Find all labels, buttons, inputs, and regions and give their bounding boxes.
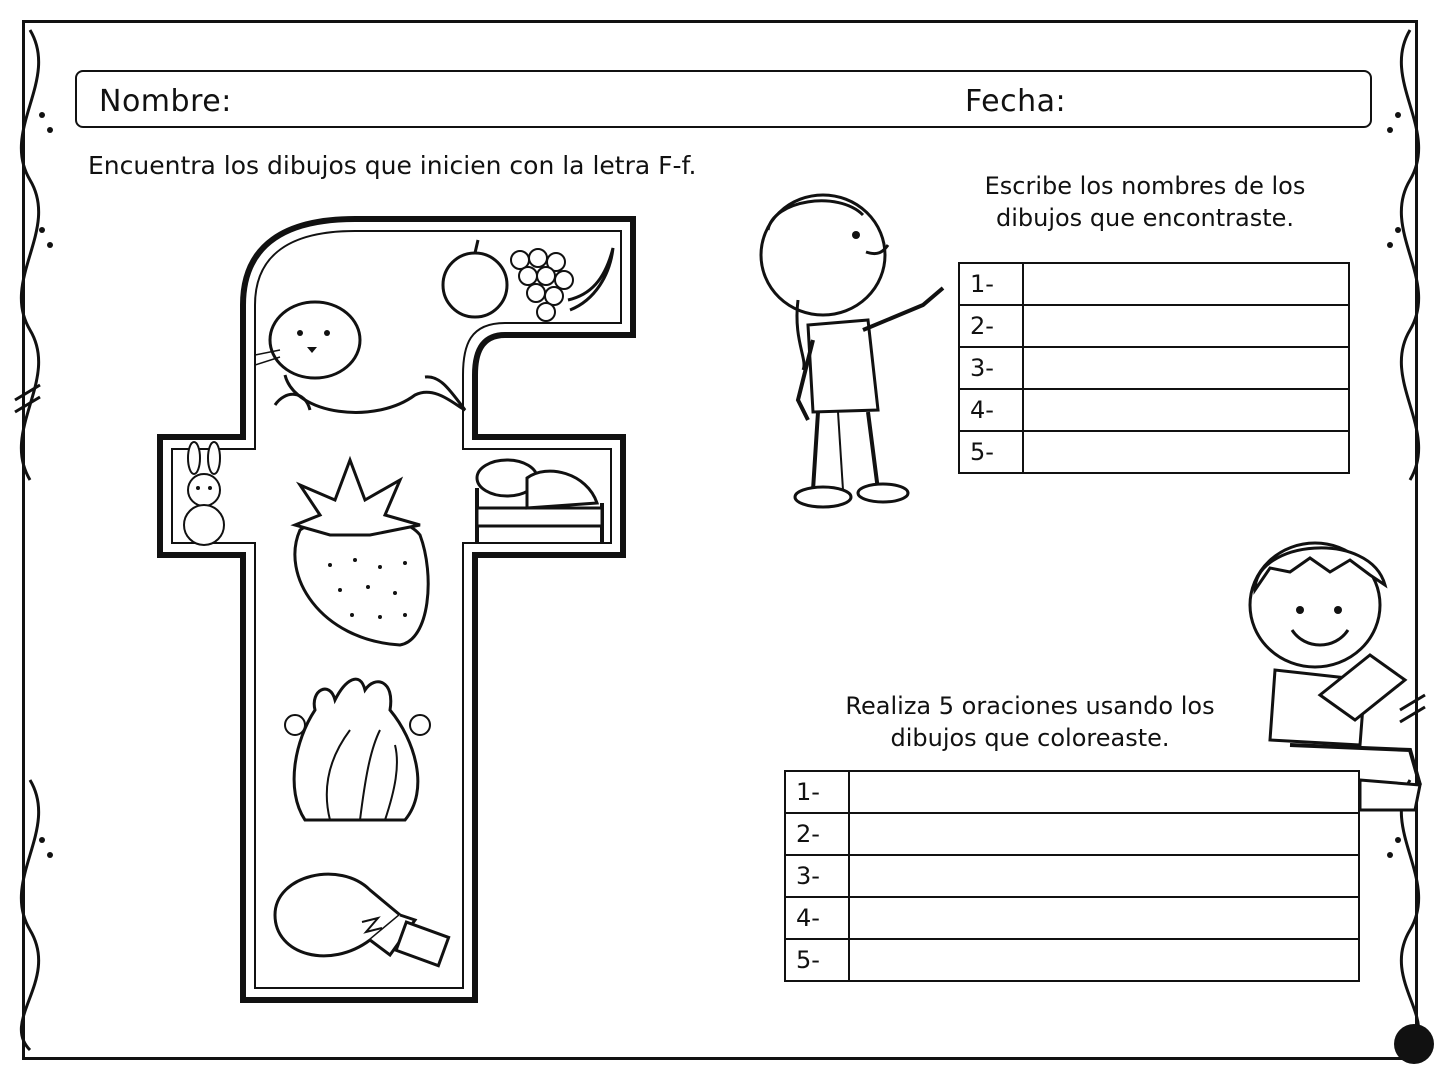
strawberry-icon xyxy=(280,455,440,650)
header-box xyxy=(75,70,1372,128)
table-row xyxy=(785,939,1359,981)
table-row xyxy=(959,305,1349,347)
table-row xyxy=(785,771,1359,813)
sentences-instruction xyxy=(805,690,1255,754)
sentences-line-2: dibujos que coloreaste. xyxy=(890,724,1170,752)
answer-line[interactable] xyxy=(849,855,1359,897)
row-number: 5- xyxy=(959,431,1023,473)
answer-line[interactable] xyxy=(849,897,1359,939)
answer-line[interactable] xyxy=(1023,431,1349,473)
row-number: 2- xyxy=(785,813,849,855)
answer-line[interactable] xyxy=(849,813,1359,855)
table-row xyxy=(959,347,1349,389)
row-number: 1- xyxy=(959,263,1023,305)
light-bulb-icon xyxy=(270,860,455,980)
row-number: 4- xyxy=(785,897,849,939)
names-table xyxy=(958,262,1350,474)
answer-line[interactable] xyxy=(849,939,1359,981)
bed-icon xyxy=(467,448,612,548)
table-row xyxy=(959,431,1349,473)
row-number: 4- xyxy=(959,389,1023,431)
fire-icon xyxy=(275,670,440,830)
sentences-line-1: Realiza 5 oraciones usando los xyxy=(845,692,1215,720)
answer-line[interactable] xyxy=(1023,263,1349,305)
brand-logo xyxy=(1394,1024,1434,1064)
table-row xyxy=(785,813,1359,855)
row-number: 1- xyxy=(785,771,849,813)
answer-line[interactable] xyxy=(1023,305,1349,347)
find-instruction: Encuentra los dibujos que inicien con la letra F-f. xyxy=(88,151,697,180)
write-names-line-2: dibujos que encontraste. xyxy=(995,204,1295,232)
write-names-line-1: Escribe los nombres de los xyxy=(984,172,1306,200)
girl-pointing-illustration xyxy=(738,190,953,515)
sentences-table xyxy=(784,770,1360,982)
name-label: Nombre: xyxy=(99,84,232,119)
write-names-instruction xyxy=(945,170,1345,234)
row-number: 2- xyxy=(959,305,1023,347)
table-row xyxy=(959,263,1349,305)
row-number: 5- xyxy=(785,939,849,981)
answer-line[interactable] xyxy=(849,771,1359,813)
date-label: Fecha: xyxy=(965,84,1067,119)
answer-line[interactable] xyxy=(1023,389,1349,431)
answer-line[interactable] xyxy=(1023,347,1349,389)
row-number: 3- xyxy=(959,347,1023,389)
row-number: 3- xyxy=(785,855,849,897)
table-row xyxy=(785,897,1359,939)
table-row xyxy=(785,855,1359,897)
left-vine-decoration xyxy=(0,20,80,1060)
table-row xyxy=(959,389,1349,431)
rabbit-icon xyxy=(168,440,240,552)
seal-icon xyxy=(255,295,470,435)
